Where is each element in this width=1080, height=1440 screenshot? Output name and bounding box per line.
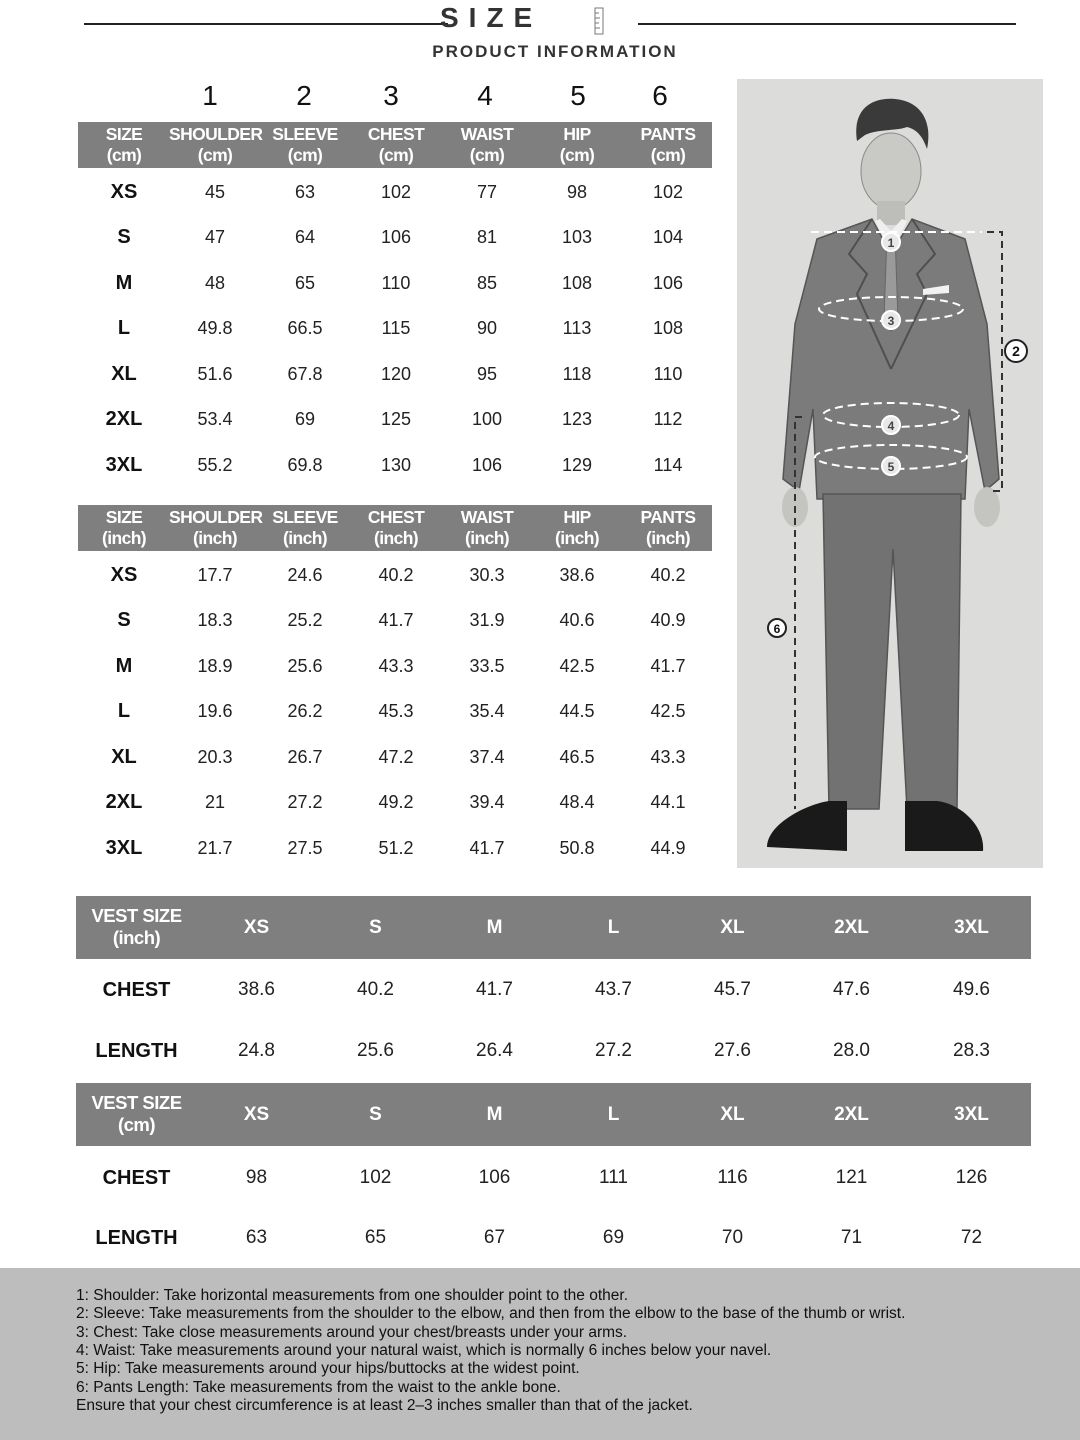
vest-size-cell: 3XL	[954, 917, 989, 938]
vest-header-unit: (inch)	[112, 927, 161, 948]
note-line: 2: Sleeve: Take measurements from the shoulder to the elbow, and then from the elbow to the base of the thumb or wrist.	[76, 1305, 906, 1322]
column-number: 5	[570, 80, 586, 111]
table-cell: 100	[471, 409, 503, 429]
vest-size-cell: XS	[243, 917, 270, 938]
vest-row-label: CHEST	[102, 979, 171, 1001]
table-cell: 47	[204, 227, 226, 247]
table-cell: 130	[380, 455, 412, 475]
vest-cell: 28.0	[833, 1040, 870, 1061]
header-unit: (inch)	[373, 528, 419, 548]
size-cell: L	[117, 700, 131, 722]
table-cell: 106	[380, 227, 412, 247]
header-label: PANTS	[640, 507, 696, 527]
table-cell: 48.4	[559, 792, 595, 812]
header-unit: (cm)	[650, 145, 686, 165]
table-cell: 108	[561, 273, 593, 293]
table-cell: 41.7	[650, 656, 686, 676]
header-cell	[259, 122, 351, 170]
table-cell: 67.8	[287, 364, 323, 384]
vest-cell: 69	[602, 1227, 625, 1248]
table-cell: 48	[204, 273, 226, 293]
inch-table-row	[78, 644, 712, 689]
header-label: SIZE	[105, 124, 143, 144]
inch-table-row	[78, 826, 712, 871]
table-cell: 42.5	[650, 701, 686, 721]
vest-cell: 41.7	[476, 979, 513, 1000]
vest-cell: 70	[721, 1227, 744, 1248]
table-cell: 40.2	[650, 565, 686, 585]
header-label: CHEST	[367, 124, 425, 144]
column-number: 2	[296, 80, 312, 111]
table-cell: 123	[561, 409, 593, 429]
table-cell: 25.2	[287, 610, 323, 630]
table-cell: 44.9	[650, 838, 686, 858]
cm-table-row	[78, 352, 712, 397]
page-title: SIZE	[440, 2, 543, 33]
vest-cm-header	[76, 1083, 1031, 1146]
table-cell: 55.2	[197, 455, 233, 475]
header-unit: (inch)	[464, 528, 510, 548]
vest-cell: 47.6	[833, 979, 870, 1000]
marker-2-badge: 2	[1004, 339, 1028, 363]
table-cell: 110	[381, 273, 411, 293]
table-cell: 115	[381, 318, 411, 338]
vest-size-cell: XL	[720, 1104, 745, 1125]
table-cell: 41.7	[378, 610, 414, 630]
size-cell: 3XL	[105, 837, 143, 859]
vest-inch-row	[76, 960, 1031, 1020]
header-label: WAIST	[460, 124, 514, 144]
table-cell: 24.6	[287, 565, 323, 585]
header-cell	[531, 505, 623, 553]
inch-table-row	[78, 598, 712, 643]
marker-4-label: 4	[887, 419, 895, 433]
header-label: SHOULDER	[169, 124, 263, 144]
header-label: PANTS	[640, 124, 696, 144]
vest-size-cell: XS	[243, 1104, 270, 1125]
header-cell	[169, 122, 261, 170]
header-label: SIZE	[105, 507, 143, 527]
table-cell: 85	[476, 273, 498, 293]
table-cell: 45	[204, 182, 226, 202]
vest-size-cell: 2XL	[834, 917, 869, 938]
table-cell: 50.8	[559, 838, 595, 858]
table-cell: 46.5	[559, 747, 595, 767]
header-label: SLEEVE	[272, 507, 338, 527]
table-cell: 69	[294, 409, 316, 429]
inch-table-header	[78, 505, 712, 551]
header-cell	[441, 122, 533, 170]
vest-cell: 27.2	[595, 1040, 632, 1061]
table-cell: 69.8	[287, 455, 323, 475]
table-cell: 21.7	[197, 838, 233, 858]
vest-cell: 40.2	[357, 979, 394, 1000]
header-cell	[441, 505, 533, 553]
vest-cell: 26.4	[476, 1040, 513, 1061]
header-unit: (cm)	[559, 145, 595, 165]
table-cell: 42.5	[559, 656, 595, 676]
table-cell: 63	[294, 182, 316, 202]
header-cell	[259, 505, 351, 553]
vest-header-title: VEST SIZE	[91, 1092, 182, 1113]
vest-size-cell: L	[607, 1104, 620, 1125]
header-rule-left	[84, 23, 448, 25]
table-cell: 39.4	[469, 792, 505, 812]
vest-size-cell: XL	[720, 917, 745, 938]
header-cell	[350, 505, 442, 553]
note-line: 6: Pants Length: Take measurements from the waist to the ankle bone.	[76, 1379, 561, 1396]
column-number: 1	[202, 80, 218, 111]
inch-table-row	[78, 689, 712, 734]
table-cell: 37.4	[469, 747, 505, 767]
size-cell: XS	[110, 181, 138, 203]
vest-header-unit: (cm)	[117, 1114, 156, 1135]
note-line: 5: Hip: Take measurements around your hips/buttocks at the widest point.	[76, 1360, 580, 1377]
header-label: WAIST	[460, 507, 514, 527]
table-cell: 49.2	[378, 792, 414, 812]
table-cell: 43.3	[650, 747, 686, 767]
table-cell: 49.8	[197, 318, 233, 338]
note-line: 1: Shoulder: Take horizontal measurements from one shoulder point to the other.	[76, 1287, 629, 1304]
table-cell: 19.6	[197, 701, 233, 721]
table-cell: 41.7	[469, 838, 505, 858]
measurement-notes	[0, 1268, 1080, 1440]
table-cell: 110	[653, 364, 683, 384]
vest-cell: 45.7	[714, 979, 751, 1000]
table-cell: 81	[476, 227, 498, 247]
vest-cell: 27.6	[714, 1040, 751, 1061]
table-cell: 26.7	[287, 747, 323, 767]
header-unit: (cm)	[378, 145, 414, 165]
size-cell: XL	[111, 746, 137, 768]
note-line: Ensure that your chest circumference is at least 2–3 inches smaller than that of the jacket.	[76, 1397, 693, 1414]
table-cell: 40.6	[559, 610, 595, 630]
header-unit: (cm)	[287, 145, 323, 165]
table-cell: 66.5	[287, 318, 323, 338]
vest-size-cell: S	[369, 1104, 382, 1125]
table-cell: 102	[380, 182, 412, 202]
size-cell: XS	[110, 564, 138, 586]
vest-size-cell: M	[486, 1104, 503, 1125]
table-cell: 98	[566, 182, 588, 202]
header-cell	[350, 122, 442, 170]
vest-cell: 121	[835, 1167, 868, 1188]
table-cell: 21	[204, 792, 226, 812]
vest-cell: 49.6	[953, 979, 990, 1000]
header-cell	[169, 505, 261, 553]
vest-cell: 38.6	[238, 979, 275, 1000]
vest-size-cell: S	[369, 917, 382, 938]
header-label: SLEEVE	[272, 124, 338, 144]
vest-cell: 25.6	[357, 1040, 394, 1061]
table-cell: 18.9	[197, 656, 233, 676]
table-cell: 25.6	[287, 656, 323, 676]
vest-size-cell: L	[607, 917, 620, 938]
header-cell	[622, 122, 714, 170]
size-cell: 3XL	[105, 454, 143, 476]
vest-row-label: CHEST	[102, 1167, 171, 1189]
vest-header-label	[76, 1083, 197, 1146]
table-cell: 90	[476, 318, 498, 338]
size-cell: M	[115, 655, 133, 677]
size-cell: S	[117, 609, 131, 631]
vest-cell: 106	[478, 1167, 511, 1188]
cm-table-row	[78, 443, 712, 488]
page-subtitle: PRODUCT INFORMATION	[432, 42, 678, 61]
marker-6-label: 6	[773, 622, 781, 636]
header-label: HIP	[563, 124, 591, 144]
table-cell: 53.4	[197, 409, 233, 429]
vest-inch-header	[76, 896, 1031, 959]
vest-cm-row	[76, 1148, 1031, 1208]
size-cell: S	[117, 226, 131, 248]
header-cell	[531, 122, 623, 170]
table-cell: 113	[562, 318, 592, 338]
vest-cell: 43.7	[595, 979, 632, 1000]
header-unit: (inch)	[282, 528, 328, 548]
table-cell: 51.2	[378, 838, 414, 858]
vest-cm-row	[76, 1208, 1031, 1268]
vest-cell: 65	[364, 1227, 387, 1248]
size-cell: M	[115, 272, 133, 294]
vest-cell: 67	[483, 1227, 506, 1248]
inch-table-row	[78, 735, 712, 780]
table-cell: 103	[561, 227, 593, 247]
marker-1-label: 1	[887, 236, 895, 250]
inch-table-row	[78, 780, 712, 825]
table-cell: 33.5	[469, 656, 505, 676]
table-cell: 38.6	[559, 565, 595, 585]
vest-cell: 126	[955, 1167, 988, 1188]
vest-header-title: VEST SIZE	[91, 905, 182, 926]
column-number: 4	[477, 80, 493, 111]
vest-row-label: LENGTH	[95, 1227, 178, 1249]
header-cell	[78, 122, 170, 170]
table-cell: 106	[471, 455, 503, 475]
header-unit: (inch)	[554, 528, 600, 548]
header-unit: (inch)	[101, 528, 147, 548]
table-cell: 47.2	[378, 747, 414, 767]
table-cell: 27.5	[287, 838, 323, 858]
table-cell: 112	[653, 409, 683, 429]
header-label: SHOULDER	[169, 507, 263, 527]
vest-cell: 98	[245, 1167, 268, 1188]
size-cell: XL	[111, 363, 137, 385]
table-cell: 17.7	[197, 565, 233, 585]
table-cell: 40.2	[378, 565, 414, 585]
table-cell: 125	[380, 409, 412, 429]
header-unit: (cm)	[106, 145, 142, 165]
vest-size-cell: 2XL	[834, 1104, 869, 1125]
vest-cell: 28.3	[953, 1040, 990, 1061]
inch-table-row	[78, 553, 712, 598]
table-cell: 18.3	[197, 610, 233, 630]
table-cell: 30.3	[469, 565, 505, 585]
vest-row-label: LENGTH	[95, 1040, 178, 1062]
column-number: 3	[383, 80, 399, 111]
cm-table-row	[78, 215, 712, 260]
header-cell	[622, 505, 714, 553]
vest-cell: 72	[960, 1227, 983, 1248]
size-cell: 2XL	[105, 791, 143, 813]
table-cell: 95	[476, 364, 498, 384]
vest-cell: 116	[717, 1167, 748, 1188]
table-cell: 31.9	[469, 610, 505, 630]
size-cell: 2XL	[105, 408, 143, 430]
table-cell: 35.4	[469, 701, 505, 721]
table-cell: 120	[380, 364, 412, 384]
header-rule-right	[638, 23, 1016, 25]
table-cell: 44.5	[559, 701, 595, 721]
table-cell: 40.9	[650, 610, 686, 630]
table-cell: 45.3	[378, 701, 414, 721]
suit-illustration	[737, 79, 1043, 868]
suit-figure-svg	[737, 79, 1043, 868]
table-cell: 20.3	[197, 747, 233, 767]
column-number: 6	[652, 80, 668, 111]
header-label: HIP	[563, 507, 591, 527]
vest-cell: 102	[359, 1167, 392, 1188]
size-cell: L	[117, 317, 131, 339]
table-cell: 44.1	[650, 792, 686, 812]
table-cell: 65	[294, 273, 316, 293]
vest-size-cell: 3XL	[954, 1104, 989, 1125]
note-line: 4: Waist: Take measurements around your natural waist, which is normally 6 inches below your navel.	[76, 1342, 772, 1359]
vest-cell: 24.8	[238, 1040, 275, 1061]
table-cell: 108	[652, 318, 684, 338]
table-cell: 129	[561, 455, 593, 475]
header-unit: (inch)	[645, 528, 691, 548]
cm-table-row	[78, 261, 712, 306]
table-cell: 27.2	[287, 792, 323, 812]
cm-table-row	[78, 306, 712, 351]
table-cell: 104	[652, 227, 684, 247]
header-unit: (cm)	[197, 145, 233, 165]
table-cell: 43.3	[378, 656, 414, 676]
vest-cell: 111	[599, 1167, 628, 1188]
vest-size-cell: M	[486, 917, 503, 938]
table-cell: 102	[652, 182, 684, 202]
table-cell: 64	[294, 227, 316, 247]
cm-table-row	[78, 397, 712, 442]
table-cell: 114	[653, 455, 683, 475]
cm-table-header	[78, 122, 712, 168]
ruler-icon	[593, 7, 605, 35]
table-cell: 26.2	[287, 701, 323, 721]
vest-header-label	[76, 896, 197, 959]
header-cell	[78, 505, 170, 553]
header-label: CHEST	[367, 507, 425, 527]
header-unit: (cm)	[469, 145, 505, 165]
vest-inch-row	[76, 1021, 1031, 1081]
cm-table-row	[78, 170, 712, 215]
note-line: 3: Chest: Take close measurements around your chest/breasts under your arms.	[76, 1324, 628, 1341]
marker-3-label: 3	[887, 314, 895, 328]
vest-cell: 63	[245, 1227, 268, 1248]
vest-cell: 71	[840, 1227, 863, 1248]
table-cell: 77	[476, 182, 498, 202]
table-cell: 106	[652, 273, 684, 293]
marker-5-label: 5	[887, 460, 895, 474]
header-unit: (inch)	[192, 528, 238, 548]
table-cell: 51.6	[197, 364, 233, 384]
table-cell: 118	[562, 364, 592, 384]
